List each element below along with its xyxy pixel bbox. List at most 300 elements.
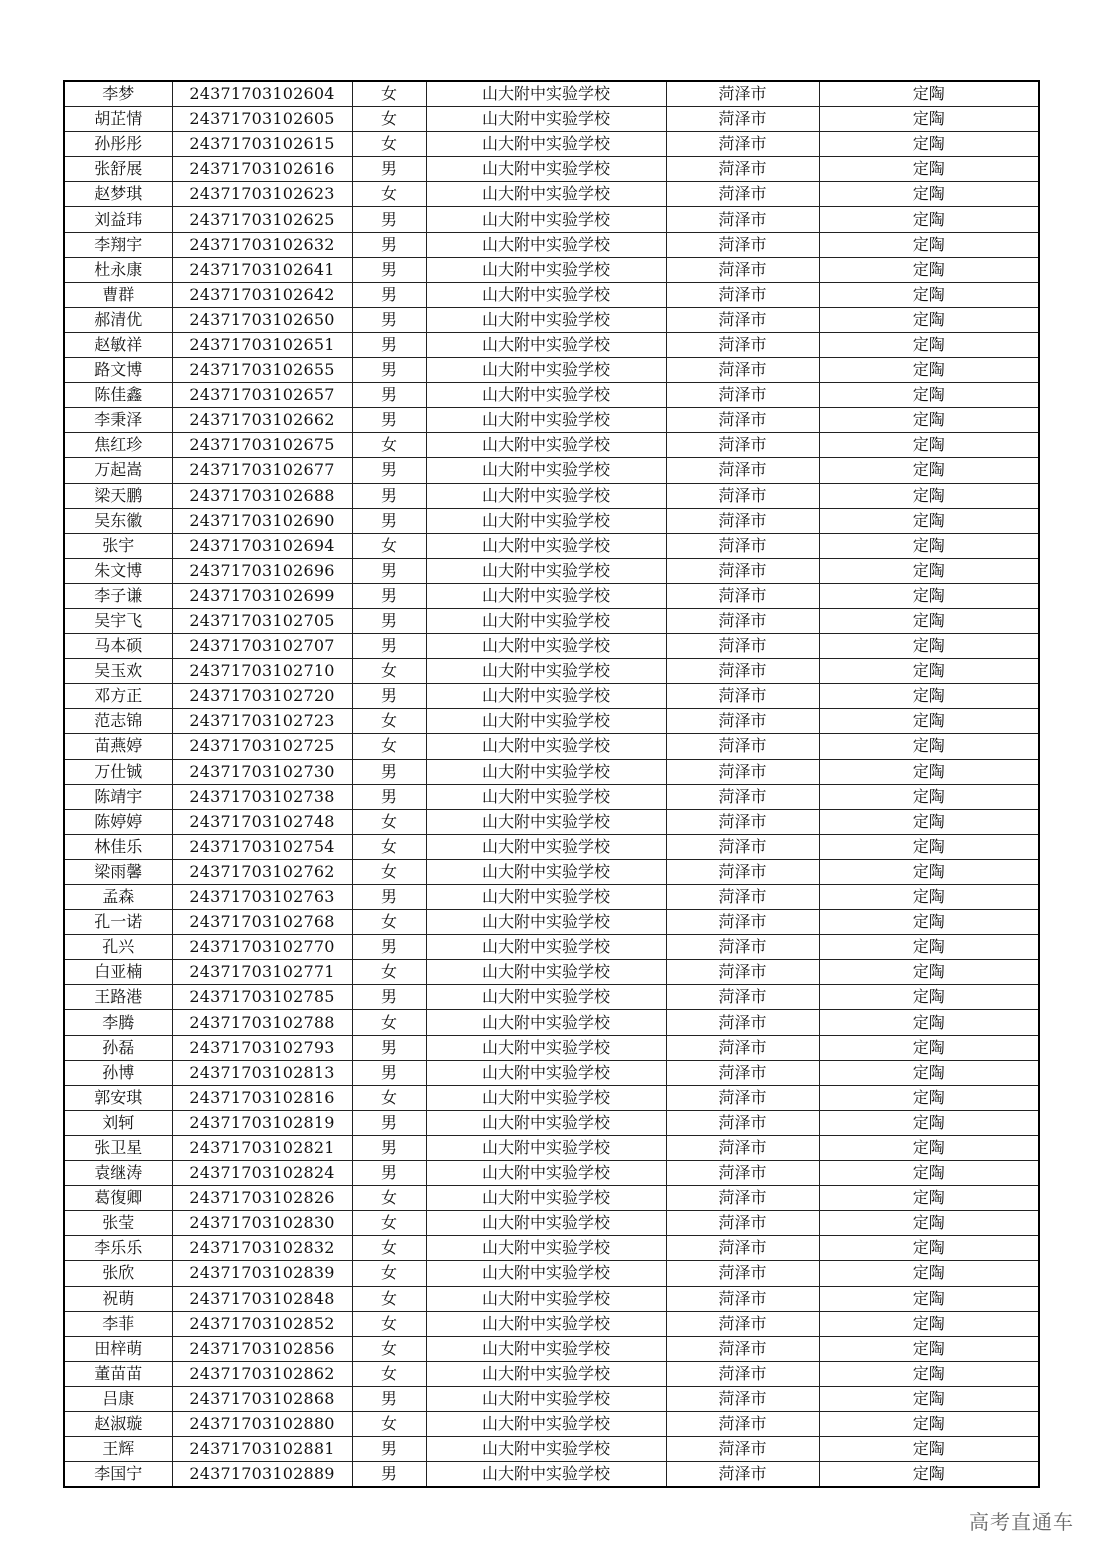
name-cell: 李秉泽 bbox=[64, 408, 172, 433]
school-cell: 山大附中实验学校 bbox=[426, 784, 666, 809]
table-row bbox=[64, 634, 1039, 659]
exam-id-cell: 24371703102770 bbox=[172, 935, 352, 960]
district-cell: 定陶 bbox=[819, 809, 1039, 834]
city-cell: 菏泽市 bbox=[666, 182, 819, 207]
exam-id-cell: 24371703102720 bbox=[172, 684, 352, 709]
city-cell: 菏泽市 bbox=[666, 232, 819, 257]
exam-id-cell: 24371703102889 bbox=[172, 1462, 352, 1488]
district-cell: 定陶 bbox=[819, 1437, 1039, 1462]
exam-id-cell: 24371703102710 bbox=[172, 659, 352, 684]
school-cell: 山大附中实验学校 bbox=[426, 1386, 666, 1411]
table-row bbox=[64, 834, 1039, 859]
table-row bbox=[64, 107, 1039, 132]
school-cell: 山大附中实验学校 bbox=[426, 935, 666, 960]
city-cell: 菏泽市 bbox=[666, 1261, 819, 1286]
city-cell: 菏泽市 bbox=[666, 508, 819, 533]
gender-cell: 女 bbox=[352, 1085, 426, 1110]
name-cell: 李梦 bbox=[64, 81, 172, 107]
gender-cell: 女 bbox=[352, 709, 426, 734]
exam-id-cell: 24371703102623 bbox=[172, 182, 352, 207]
city-cell: 菏泽市 bbox=[666, 433, 819, 458]
table-row bbox=[64, 1311, 1039, 1336]
district-cell: 定陶 bbox=[819, 458, 1039, 483]
gender-cell: 男 bbox=[352, 1110, 426, 1135]
school-cell: 山大附中实验学校 bbox=[426, 508, 666, 533]
name-cell: 李国宁 bbox=[64, 1462, 172, 1488]
name-cell: 张欣 bbox=[64, 1261, 172, 1286]
district-cell: 定陶 bbox=[819, 885, 1039, 910]
city-cell: 菏泽市 bbox=[666, 684, 819, 709]
district-cell: 定陶 bbox=[819, 1060, 1039, 1085]
district-cell: 定陶 bbox=[819, 960, 1039, 985]
name-cell: 张卫星 bbox=[64, 1135, 172, 1160]
table-row bbox=[64, 1135, 1039, 1160]
city-cell: 菏泽市 bbox=[666, 759, 819, 784]
city-cell: 菏泽市 bbox=[666, 1085, 819, 1110]
school-cell: 山大附中实验学校 bbox=[426, 383, 666, 408]
exam-id-cell: 24371703102632 bbox=[172, 232, 352, 257]
district-cell: 定陶 bbox=[819, 558, 1039, 583]
table-row bbox=[64, 433, 1039, 458]
exam-id-cell: 24371703102699 bbox=[172, 583, 352, 608]
city-cell: 菏泽市 bbox=[666, 307, 819, 332]
gender-cell: 男 bbox=[352, 383, 426, 408]
district-cell: 定陶 bbox=[819, 1010, 1039, 1035]
district-cell: 定陶 bbox=[819, 784, 1039, 809]
table-row bbox=[64, 1161, 1039, 1186]
gender-cell: 女 bbox=[352, 1361, 426, 1386]
district-cell: 定陶 bbox=[819, 1161, 1039, 1186]
watermark-text: 高考直通车 bbox=[969, 1510, 1074, 1534]
district-cell: 定陶 bbox=[819, 834, 1039, 859]
exam-id-cell: 24371703102826 bbox=[172, 1186, 352, 1211]
name-cell: 郝清优 bbox=[64, 307, 172, 332]
table-row bbox=[64, 960, 1039, 985]
name-cell: 刘轲 bbox=[64, 1110, 172, 1135]
name-cell: 赵梦琪 bbox=[64, 182, 172, 207]
name-cell: 袁继涛 bbox=[64, 1161, 172, 1186]
school-cell: 山大附中实验学校 bbox=[426, 608, 666, 633]
gender-cell: 男 bbox=[352, 684, 426, 709]
school-cell: 山大附中实验学校 bbox=[426, 157, 666, 182]
exam-id-cell: 24371703102657 bbox=[172, 383, 352, 408]
district-cell: 定陶 bbox=[819, 232, 1039, 257]
name-cell: 李乐乐 bbox=[64, 1236, 172, 1261]
school-cell: 山大附中实验学校 bbox=[426, 1186, 666, 1211]
city-cell: 菏泽市 bbox=[666, 985, 819, 1010]
district-cell: 定陶 bbox=[819, 985, 1039, 1010]
exam-id-cell: 24371703102816 bbox=[172, 1085, 352, 1110]
name-cell: 吴宇飞 bbox=[64, 608, 172, 633]
city-cell: 菏泽市 bbox=[666, 1437, 819, 1462]
exam-id-cell: 24371703102705 bbox=[172, 608, 352, 633]
exam-id-cell: 24371703102707 bbox=[172, 634, 352, 659]
school-cell: 山大附中实验学校 bbox=[426, 1211, 666, 1236]
name-cell: 陈靖宇 bbox=[64, 784, 172, 809]
name-cell: 苗燕婷 bbox=[64, 734, 172, 759]
district-cell: 定陶 bbox=[819, 157, 1039, 182]
school-cell: 山大附中实验学校 bbox=[426, 282, 666, 307]
district-cell: 定陶 bbox=[819, 182, 1039, 207]
city-cell: 菏泽市 bbox=[666, 157, 819, 182]
table-row bbox=[64, 734, 1039, 759]
table-row bbox=[64, 307, 1039, 332]
table-row bbox=[64, 709, 1039, 734]
exam-id-cell: 24371703102730 bbox=[172, 759, 352, 784]
name-cell: 李腾 bbox=[64, 1010, 172, 1035]
exam-id-cell: 24371703102819 bbox=[172, 1110, 352, 1135]
district-cell: 定陶 bbox=[819, 1110, 1039, 1135]
table-row bbox=[64, 1035, 1039, 1060]
school-cell: 山大附中实验学校 bbox=[426, 1010, 666, 1035]
school-cell: 山大附中实验学校 bbox=[426, 1035, 666, 1060]
exam-id-cell: 24371703102762 bbox=[172, 859, 352, 884]
name-cell: 焦红珍 bbox=[64, 433, 172, 458]
name-cell: 孙彤彤 bbox=[64, 132, 172, 157]
exam-id-cell: 24371703102696 bbox=[172, 558, 352, 583]
school-cell: 山大附中实验学校 bbox=[426, 483, 666, 508]
gender-cell: 男 bbox=[352, 759, 426, 784]
city-cell: 菏泽市 bbox=[666, 608, 819, 633]
name-cell: 梁雨馨 bbox=[64, 859, 172, 884]
gender-cell: 女 bbox=[352, 1411, 426, 1436]
gender-cell: 男 bbox=[352, 332, 426, 357]
gender-cell: 男 bbox=[352, 1161, 426, 1186]
city-cell: 菏泽市 bbox=[666, 784, 819, 809]
name-cell: 赵淑璇 bbox=[64, 1411, 172, 1436]
name-cell: 梁天鹏 bbox=[64, 483, 172, 508]
table-row bbox=[64, 1085, 1039, 1110]
district-cell: 定陶 bbox=[819, 107, 1039, 132]
exam-id-cell: 24371703102852 bbox=[172, 1311, 352, 1336]
district-cell: 定陶 bbox=[819, 1311, 1039, 1336]
gender-cell: 男 bbox=[352, 408, 426, 433]
name-cell: 曹群 bbox=[64, 282, 172, 307]
gender-cell: 男 bbox=[352, 1135, 426, 1160]
table-row bbox=[64, 859, 1039, 884]
table-row bbox=[64, 182, 1039, 207]
table-row bbox=[64, 684, 1039, 709]
exam-id-cell: 24371703102821 bbox=[172, 1135, 352, 1160]
city-cell: 菏泽市 bbox=[666, 483, 819, 508]
gender-cell: 男 bbox=[352, 358, 426, 383]
table-row bbox=[64, 1186, 1039, 1211]
table-row bbox=[64, 1236, 1039, 1261]
table-row bbox=[64, 583, 1039, 608]
table-row bbox=[64, 157, 1039, 182]
city-cell: 菏泽市 bbox=[666, 834, 819, 859]
city-cell: 菏泽市 bbox=[666, 1236, 819, 1261]
table-row bbox=[64, 383, 1039, 408]
city-cell: 菏泽市 bbox=[666, 107, 819, 132]
gender-cell: 女 bbox=[352, 1186, 426, 1211]
district-cell: 定陶 bbox=[819, 257, 1039, 282]
city-cell: 菏泽市 bbox=[666, 659, 819, 684]
gender-cell: 女 bbox=[352, 859, 426, 884]
gender-cell: 男 bbox=[352, 257, 426, 282]
name-cell: 陈婷婷 bbox=[64, 809, 172, 834]
district-cell: 定陶 bbox=[819, 433, 1039, 458]
city-cell: 菏泽市 bbox=[666, 910, 819, 935]
school-cell: 山大附中实验学校 bbox=[426, 1311, 666, 1336]
gender-cell: 男 bbox=[352, 885, 426, 910]
gender-cell: 男 bbox=[352, 784, 426, 809]
gender-cell: 女 bbox=[352, 182, 426, 207]
gender-cell: 女 bbox=[352, 1311, 426, 1336]
school-cell: 山大附中实验学校 bbox=[426, 132, 666, 157]
city-cell: 菏泽市 bbox=[666, 1462, 819, 1488]
district-cell: 定陶 bbox=[819, 608, 1039, 633]
city-cell: 菏泽市 bbox=[666, 1161, 819, 1186]
name-cell: 赵敏祥 bbox=[64, 332, 172, 357]
gender-cell: 女 bbox=[352, 1211, 426, 1236]
name-cell: 李子谦 bbox=[64, 583, 172, 608]
table-row bbox=[64, 1060, 1039, 1085]
school-cell: 山大附中实验学校 bbox=[426, 533, 666, 558]
table-row bbox=[64, 608, 1039, 633]
district-cell: 定陶 bbox=[819, 910, 1039, 935]
school-cell: 山大附中实验学校 bbox=[426, 634, 666, 659]
table-row bbox=[64, 985, 1039, 1010]
city-cell: 菏泽市 bbox=[666, 709, 819, 734]
gender-cell: 女 bbox=[352, 433, 426, 458]
school-cell: 山大附中实验学校 bbox=[426, 1135, 666, 1160]
exam-id-cell: 24371703102868 bbox=[172, 1386, 352, 1411]
name-cell: 张宇 bbox=[64, 533, 172, 558]
name-cell: 李翔宇 bbox=[64, 232, 172, 257]
school-cell: 山大附中实验学校 bbox=[426, 759, 666, 784]
exam-id-cell: 24371703102839 bbox=[172, 1261, 352, 1286]
gender-cell: 女 bbox=[352, 1261, 426, 1286]
exam-id-cell: 24371703102625 bbox=[172, 207, 352, 232]
district-cell: 定陶 bbox=[819, 1236, 1039, 1261]
table-row bbox=[64, 935, 1039, 960]
gender-cell: 男 bbox=[352, 508, 426, 533]
name-cell: 胡芷情 bbox=[64, 107, 172, 132]
city-cell: 菏泽市 bbox=[666, 1035, 819, 1060]
school-cell: 山大附中实验学校 bbox=[426, 1286, 666, 1311]
gender-cell: 男 bbox=[352, 1386, 426, 1411]
district-cell: 定陶 bbox=[819, 583, 1039, 608]
name-cell: 郭安琪 bbox=[64, 1085, 172, 1110]
school-cell: 山大附中实验学校 bbox=[426, 684, 666, 709]
school-cell: 山大附中实验学校 bbox=[426, 1336, 666, 1361]
district-cell: 定陶 bbox=[819, 759, 1039, 784]
city-cell: 菏泽市 bbox=[666, 1311, 819, 1336]
city-cell: 菏泽市 bbox=[666, 207, 819, 232]
city-cell: 菏泽市 bbox=[666, 558, 819, 583]
student-list-table bbox=[63, 80, 1040, 1488]
school-cell: 山大附中实验学校 bbox=[426, 734, 666, 759]
school-cell: 山大附中实验学校 bbox=[426, 960, 666, 985]
table-row bbox=[64, 1336, 1039, 1361]
name-cell: 杜永康 bbox=[64, 257, 172, 282]
gender-cell: 男 bbox=[352, 1437, 426, 1462]
name-cell: 孔一诺 bbox=[64, 910, 172, 935]
gender-cell: 男 bbox=[352, 157, 426, 182]
table-row bbox=[64, 1110, 1039, 1135]
gender-cell: 女 bbox=[352, 734, 426, 759]
name-cell: 孙磊 bbox=[64, 1035, 172, 1060]
city-cell: 菏泽市 bbox=[666, 458, 819, 483]
school-cell: 山大附中实验学校 bbox=[426, 408, 666, 433]
gender-cell: 女 bbox=[352, 659, 426, 684]
exam-id-cell: 24371703102677 bbox=[172, 458, 352, 483]
name-cell: 林佳乐 bbox=[64, 834, 172, 859]
exam-id-cell: 24371703102830 bbox=[172, 1211, 352, 1236]
school-cell: 山大附中实验学校 bbox=[426, 885, 666, 910]
gender-cell: 男 bbox=[352, 458, 426, 483]
city-cell: 菏泽市 bbox=[666, 1411, 819, 1436]
district-cell: 定陶 bbox=[819, 508, 1039, 533]
name-cell: 吕康 bbox=[64, 1386, 172, 1411]
table-row bbox=[64, 257, 1039, 282]
gender-cell: 女 bbox=[352, 533, 426, 558]
district-cell: 定陶 bbox=[819, 282, 1039, 307]
city-cell: 菏泽市 bbox=[666, 132, 819, 157]
table-row bbox=[64, 659, 1039, 684]
gender-cell: 男 bbox=[352, 935, 426, 960]
school-cell: 山大附中实验学校 bbox=[426, 81, 666, 107]
city-cell: 菏泽市 bbox=[666, 257, 819, 282]
district-cell: 定陶 bbox=[819, 1286, 1039, 1311]
exam-id-cell: 24371703102788 bbox=[172, 1010, 352, 1035]
city-cell: 菏泽市 bbox=[666, 332, 819, 357]
table-row bbox=[64, 809, 1039, 834]
district-cell: 定陶 bbox=[819, 358, 1039, 383]
gender-cell: 男 bbox=[352, 985, 426, 1010]
name-cell: 孔兴 bbox=[64, 935, 172, 960]
city-cell: 菏泽市 bbox=[666, 1060, 819, 1085]
district-cell: 定陶 bbox=[819, 1035, 1039, 1060]
exam-id-cell: 24371703102725 bbox=[172, 734, 352, 759]
city-cell: 菏泽市 bbox=[666, 1110, 819, 1135]
table-row bbox=[64, 332, 1039, 357]
gender-cell: 男 bbox=[352, 608, 426, 633]
exam-id-cell: 24371703102813 bbox=[172, 1060, 352, 1085]
school-cell: 山大附中实验学校 bbox=[426, 107, 666, 132]
table-row bbox=[64, 885, 1039, 910]
school-cell: 山大附中实验学校 bbox=[426, 1060, 666, 1085]
district-cell: 定陶 bbox=[819, 307, 1039, 332]
exam-id-cell: 24371703102824 bbox=[172, 1161, 352, 1186]
gender-cell: 女 bbox=[352, 81, 426, 107]
table-row bbox=[64, 408, 1039, 433]
exam-id-cell: 24371703102856 bbox=[172, 1336, 352, 1361]
exam-id-cell: 24371703102862 bbox=[172, 1361, 352, 1386]
gender-cell: 女 bbox=[352, 809, 426, 834]
district-cell: 定陶 bbox=[819, 1186, 1039, 1211]
school-cell: 山大附中实验学校 bbox=[426, 182, 666, 207]
city-cell: 菏泽市 bbox=[666, 1211, 819, 1236]
name-cell: 白亚楠 bbox=[64, 960, 172, 985]
district-cell: 定陶 bbox=[819, 709, 1039, 734]
school-cell: 山大附中实验学校 bbox=[426, 1161, 666, 1186]
gender-cell: 男 bbox=[352, 1462, 426, 1488]
school-cell: 山大附中实验学校 bbox=[426, 1261, 666, 1286]
exam-id-cell: 24371703102880 bbox=[172, 1411, 352, 1436]
exam-id-cell: 24371703102605 bbox=[172, 107, 352, 132]
exam-id-cell: 24371703102651 bbox=[172, 332, 352, 357]
city-cell: 菏泽市 bbox=[666, 408, 819, 433]
table-row bbox=[64, 1211, 1039, 1236]
name-cell: 李菲 bbox=[64, 1311, 172, 1336]
school-cell: 山大附中实验学校 bbox=[426, 1085, 666, 1110]
city-cell: 菏泽市 bbox=[666, 583, 819, 608]
name-cell: 万仕铖 bbox=[64, 759, 172, 784]
table-row bbox=[64, 759, 1039, 784]
exam-id-cell: 24371703102738 bbox=[172, 784, 352, 809]
city-cell: 菏泽市 bbox=[666, 358, 819, 383]
name-cell: 刘益玮 bbox=[64, 207, 172, 232]
table-row bbox=[64, 1010, 1039, 1035]
exam-id-cell: 24371703102655 bbox=[172, 358, 352, 383]
school-cell: 山大附中实验学校 bbox=[426, 1361, 666, 1386]
city-cell: 菏泽市 bbox=[666, 1010, 819, 1035]
table-row bbox=[64, 910, 1039, 935]
exam-id-cell: 24371703102694 bbox=[172, 533, 352, 558]
school-cell: 山大附中实验学校 bbox=[426, 859, 666, 884]
district-cell: 定陶 bbox=[819, 132, 1039, 157]
exam-id-cell: 24371703102754 bbox=[172, 834, 352, 859]
table-row bbox=[64, 132, 1039, 157]
district-cell: 定陶 bbox=[819, 207, 1039, 232]
name-cell: 陈佳鑫 bbox=[64, 383, 172, 408]
school-cell: 山大附中实验学校 bbox=[426, 207, 666, 232]
city-cell: 菏泽市 bbox=[666, 809, 819, 834]
district-cell: 定陶 bbox=[819, 408, 1039, 433]
exam-id-cell: 24371703102881 bbox=[172, 1437, 352, 1462]
city-cell: 菏泽市 bbox=[666, 383, 819, 408]
name-cell: 吴玉欢 bbox=[64, 659, 172, 684]
school-cell: 山大附中实验学校 bbox=[426, 834, 666, 859]
table-row bbox=[64, 1286, 1039, 1311]
school-cell: 山大附中实验学校 bbox=[426, 257, 666, 282]
exam-id-cell: 24371703102650 bbox=[172, 307, 352, 332]
city-cell: 菏泽市 bbox=[666, 885, 819, 910]
name-cell: 吴东徽 bbox=[64, 508, 172, 533]
exam-id-cell: 24371703102763 bbox=[172, 885, 352, 910]
name-cell: 葛復卿 bbox=[64, 1186, 172, 1211]
table-row bbox=[64, 1361, 1039, 1386]
table-row bbox=[64, 1437, 1039, 1462]
city-cell: 菏泽市 bbox=[666, 1336, 819, 1361]
name-cell: 路文博 bbox=[64, 358, 172, 383]
district-cell: 定陶 bbox=[819, 859, 1039, 884]
exam-id-cell: 24371703102723 bbox=[172, 709, 352, 734]
school-cell: 山大附中实验学校 bbox=[426, 809, 666, 834]
exam-id-cell: 24371703102768 bbox=[172, 910, 352, 935]
school-cell: 山大附中实验学校 bbox=[426, 358, 666, 383]
city-cell: 菏泽市 bbox=[666, 1386, 819, 1411]
gender-cell: 女 bbox=[352, 1236, 426, 1261]
gender-cell: 男 bbox=[352, 307, 426, 332]
school-cell: 山大附中实验学校 bbox=[426, 1462, 666, 1488]
table-body bbox=[64, 81, 1039, 1487]
school-cell: 山大附中实验学校 bbox=[426, 332, 666, 357]
school-cell: 山大附中实验学校 bbox=[426, 985, 666, 1010]
gender-cell: 女 bbox=[352, 132, 426, 157]
name-cell: 张莹 bbox=[64, 1211, 172, 1236]
name-cell: 马本硕 bbox=[64, 634, 172, 659]
name-cell: 董苗苗 bbox=[64, 1361, 172, 1386]
school-cell: 山大附中实验学校 bbox=[426, 1110, 666, 1135]
gender-cell: 女 bbox=[352, 107, 426, 132]
city-cell: 菏泽市 bbox=[666, 634, 819, 659]
school-cell: 山大附中实验学校 bbox=[426, 458, 666, 483]
exam-id-cell: 24371703102688 bbox=[172, 483, 352, 508]
school-cell: 山大附中实验学校 bbox=[426, 709, 666, 734]
